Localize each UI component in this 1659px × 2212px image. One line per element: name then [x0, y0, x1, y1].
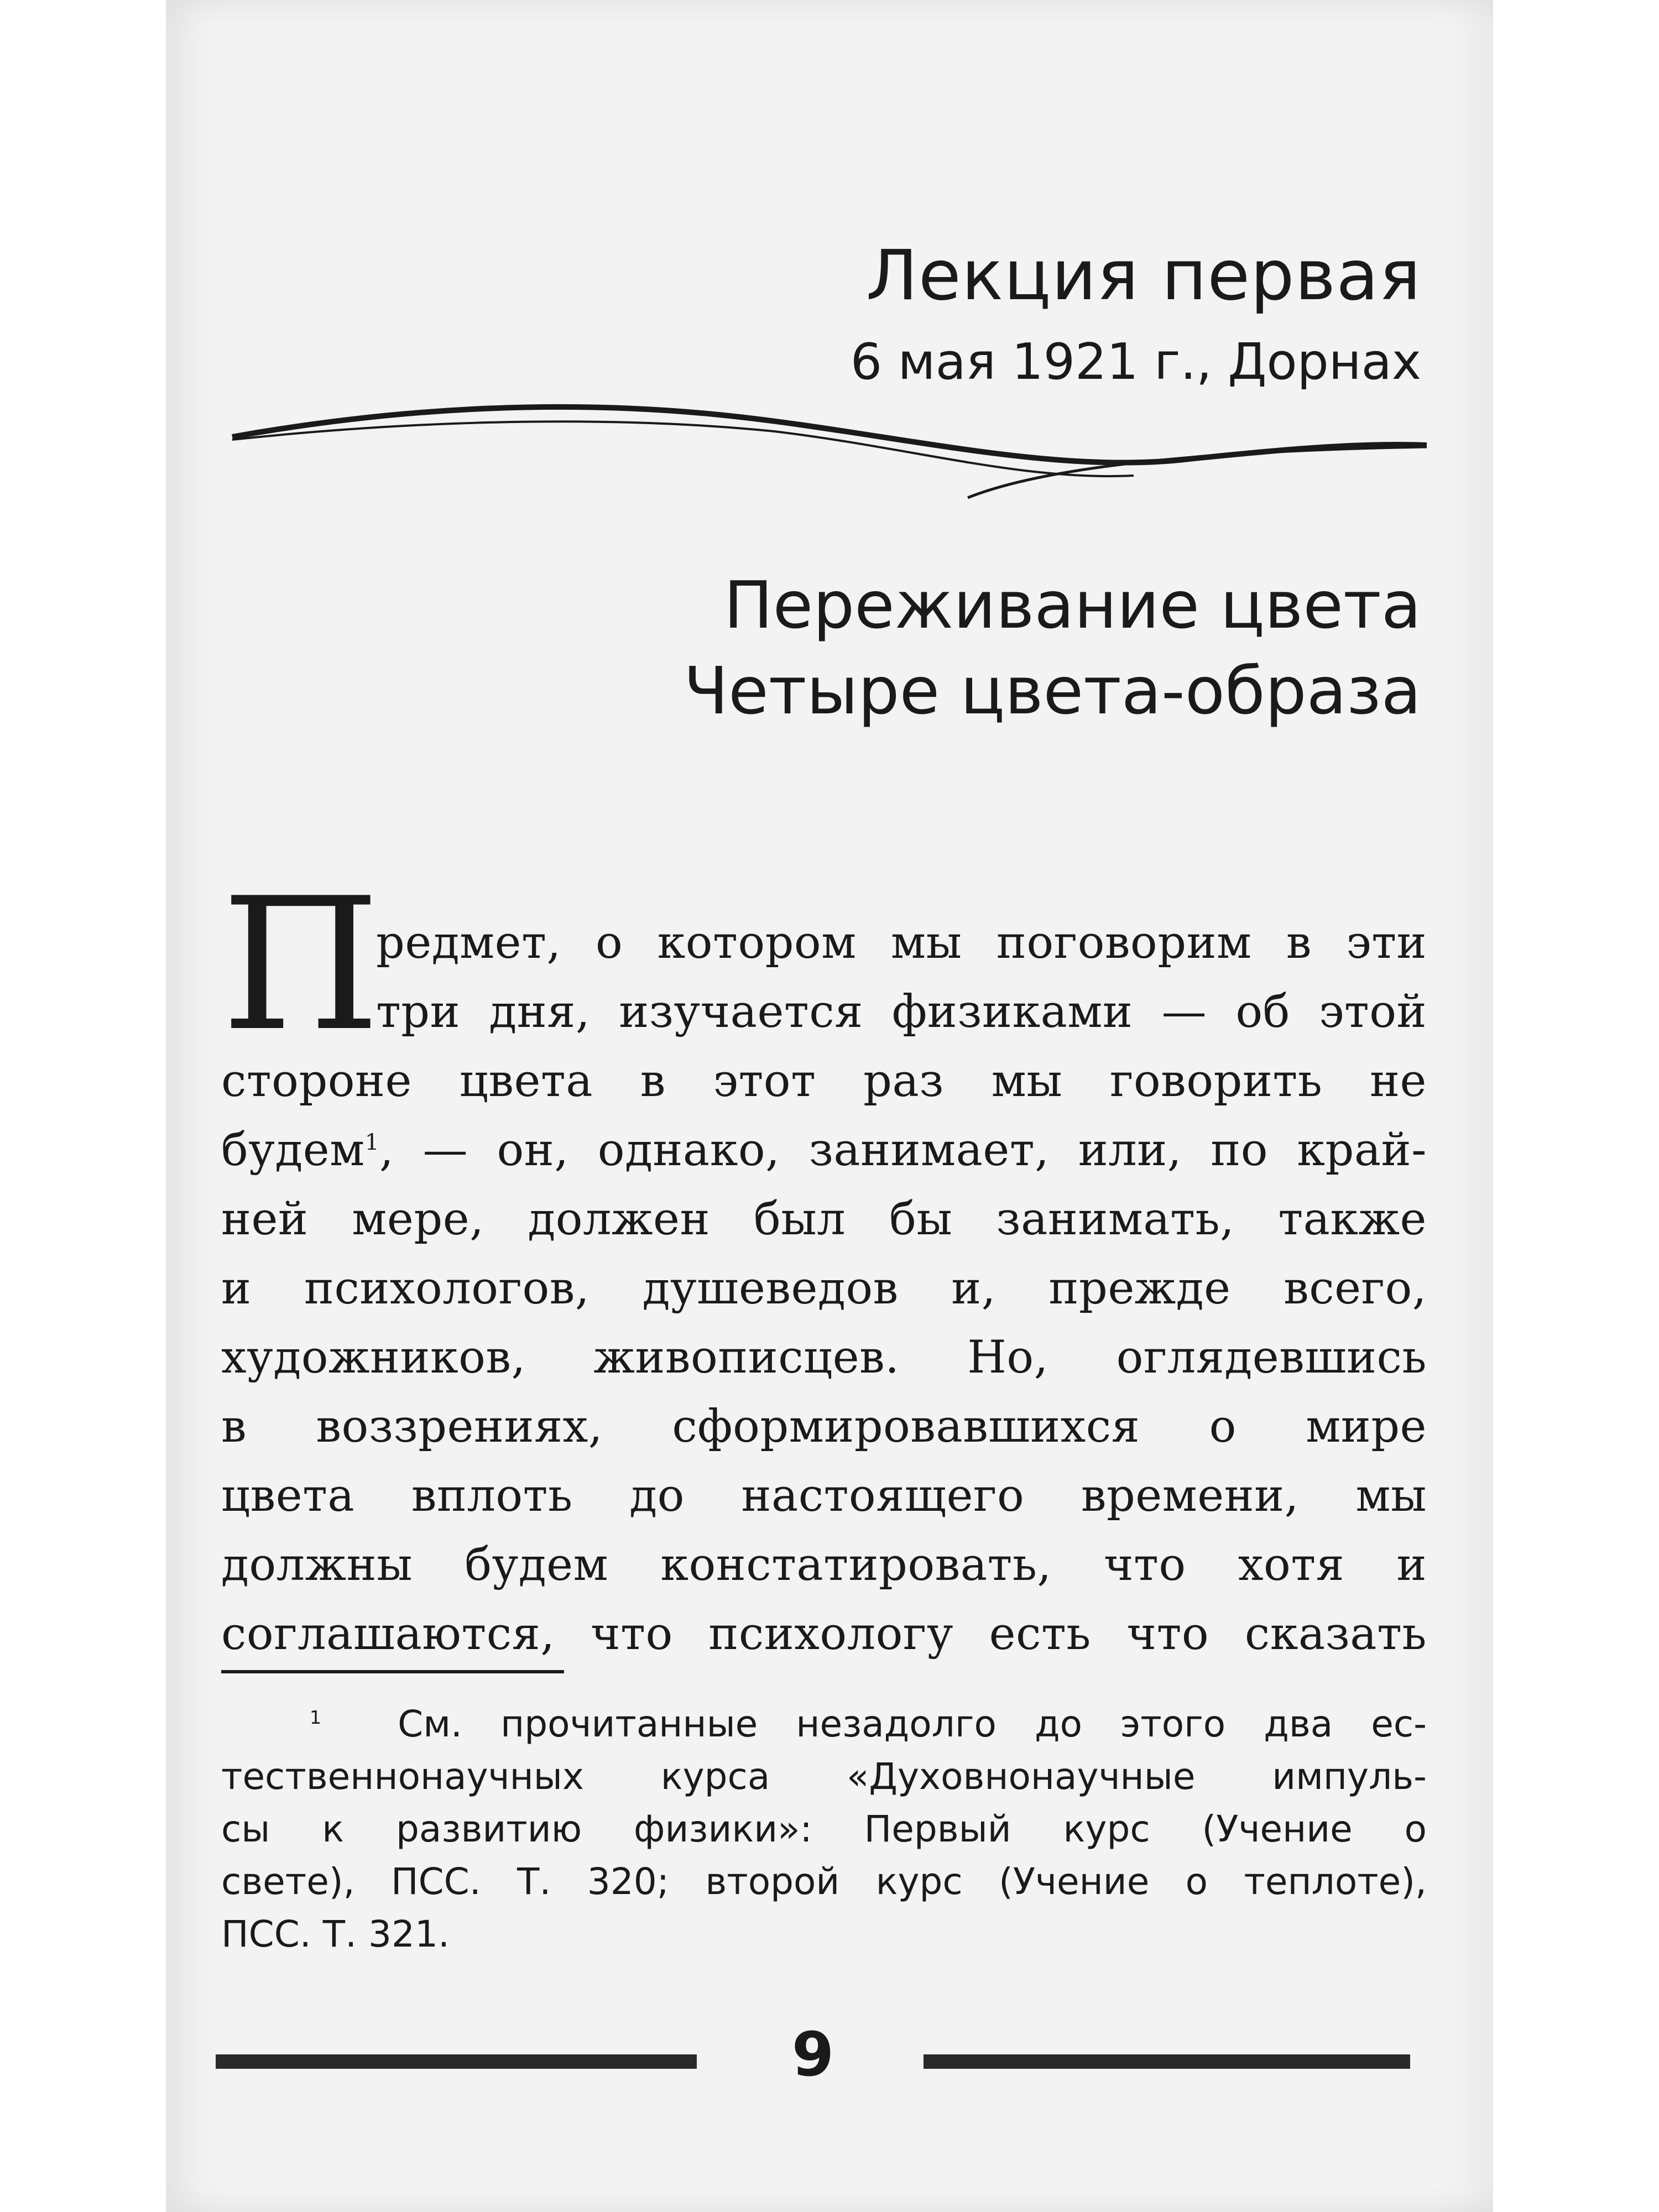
- footnote-line-3: сы к развитию физики»: Первый курс (Учение о: [221, 1808, 1427, 1850]
- body-line-10: должны будем констатировать, что хотя и: [221, 1539, 1427, 1591]
- lecture-title: Лекция первая: [865, 236, 1421, 316]
- subtitle-line-1: Переживание цвета: [723, 567, 1421, 643]
- subtitle-line-2: Четыре цвета-образа: [684, 653, 1421, 729]
- body-line-4-start: будем: [221, 1124, 365, 1176]
- footer-bar-left: [216, 2054, 697, 2069]
- footnote-line-4: свете), ПСС. Т. 320; второй курс (Учение о теплоте),: [221, 1860, 1427, 1903]
- footnote-divider: [221, 1670, 564, 1673]
- body-line-9: цвета вплоть до настоящего времени, мы: [221, 1470, 1427, 1522]
- body-line-6: и психологов, душеведов и, прежде всего,: [221, 1262, 1427, 1314]
- body-line-1: редмет, о котором мы поговорим в эти: [376, 917, 1427, 969]
- body-line-4: [221, 1124, 1427, 1176]
- drop-cap: П: [221, 859, 380, 1071]
- body-line-2: три дня, изучается физиками — об этой: [376, 986, 1427, 1038]
- body-line-5: ней мере, должен был бы занимать, также: [221, 1193, 1427, 1245]
- footnote-line-5: ПСС. Т. 321.: [221, 1913, 450, 1955]
- footnote-line-2: тественнонаучных курса «Духовнонаучные импуль-: [221, 1755, 1427, 1798]
- page-number: 9: [791, 2019, 834, 2090]
- body-line-4-end: , — он, однако, занимает, или, по край-: [379, 1124, 1427, 1176]
- title-swoosh-ornament: [221, 398, 1438, 509]
- body-line-8: в воззрениях, сформировавшихся о мире: [221, 1401, 1427, 1453]
- lecture-date: 6 мая 1921 г., Дорнах: [850, 333, 1421, 391]
- body-line-11: соглашаются, что психологу есть что сказать: [221, 1608, 1427, 1660]
- body-line-3: стороне цвета в этот раз мы говорить не: [221, 1055, 1427, 1107]
- footer-bar-right: [924, 2054, 1410, 2069]
- footnote-line-1-text: См. прочитанные незадолго до этого два ес-: [398, 1703, 1427, 1745]
- footnote-reference[interactable]: 1: [364, 1129, 380, 1155]
- body-line-7: художников, живописцев. Но, оглядевшись: [221, 1332, 1427, 1384]
- footnote-line-1: [310, 1703, 1427, 1745]
- footnote-marker: 1: [310, 1707, 321, 1728]
